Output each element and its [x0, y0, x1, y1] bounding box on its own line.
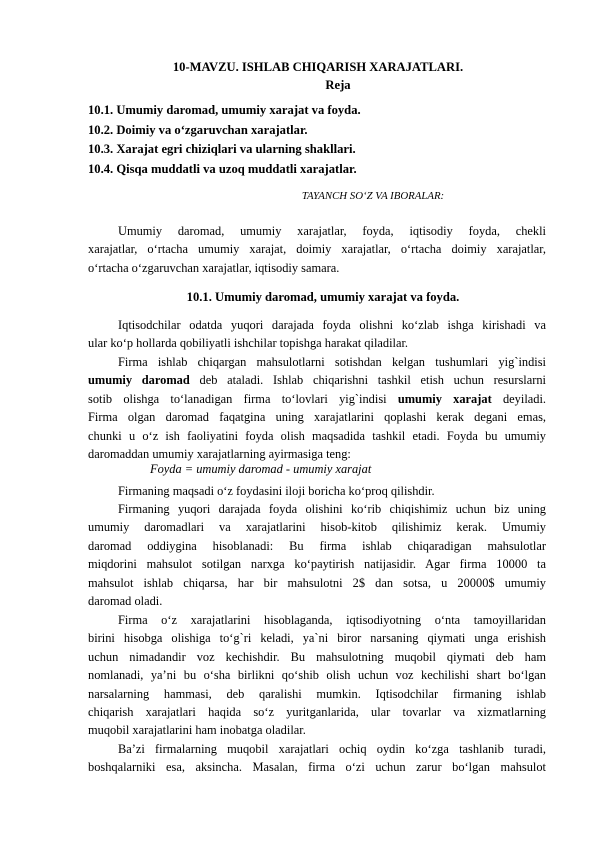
lecture-title: 10-MAVZU. ISHLAB CHIQARISH XARAJATLARI.: [172, 60, 464, 74]
text-line: narsalarning hammasi, deb qaralishi mumkin. Iqtisodchilar firmaning ishlab: [88, 686, 546, 701]
plan-list: [88, 101, 361, 179]
text-line: muqobil xarajatlarini ham inobatga oladilar.: [88, 723, 306, 738]
text-line: daromad oladi.: [88, 594, 163, 609]
text-line: o‘rtacha o‘zgaruvchan xarajatlar, iqtisodiy samara.: [88, 260, 340, 275]
text-line: chiqarish xarajatlari haqida so‘z yuritganlarida, ular tovarlar va xizmatlarning: [88, 705, 546, 720]
text-line: boshqalarniki esa, aksincha. Masalan, firma o‘zi uchun zarur bo‘lgan mahsulot: [88, 760, 546, 775]
term-total-revenue: umumiy daromad: [88, 373, 190, 388]
text-line: daromaddan umumiy xarajatlarning ayirmasiga teng:: [88, 447, 351, 462]
text-line: nomlanadi, ya’ni bu o‘sha birlikni qo‘shib olish uchun voz kechilishi shart bo‘lgan: [88, 668, 546, 683]
text-line: sotib olishga to‘lanadigan firma to‘lovlari yig`indisi umumiy xarajat deyiladi.: [88, 391, 546, 406]
plan-item: 10.3. Xarajat egri chiziqlari va ularning shakllari.: [88, 142, 356, 156]
paragraph-4: [88, 500, 546, 610]
text-line: birini hisobga olishiga to‘g`ri keladi, ya`ni biror narsaning qiymati unga erishish: [88, 631, 546, 646]
text-line: mahsulot ishlab chiqarsa, har bir mahsulotni 2$ dan sotsa, u 20000$ umumiy: [88, 575, 546, 590]
plan-item: 10.1. Umumiy daromad, umumiy xarajat va foyda.: [88, 103, 361, 117]
text-line: miqdorini mahsulot sotilgan narxga ko‘paytirish natijasidir. Agar firma 10000 ta: [88, 557, 546, 572]
plan-item: 10.4. Qisqa muddatli va uzoq muddatli xarajatlar.: [88, 161, 357, 176]
text-line: umumiy daromad deb ataladi. Ishlab chiqarishni tashkil etish uchun resurslarni: [88, 373, 546, 388]
text-line: daromad oddiygina hisoblanadi: Bu firma ishlab chiqaradigan mahsulotlar: [88, 538, 546, 553]
paragraph-6: [88, 740, 546, 777]
text-line: chunki u o‘z ish faoliyatini foyda olish maqsadida tashkil etadi. Foyda bu umumiy: [88, 428, 546, 443]
paragraph-1: [88, 316, 546, 353]
text-line: xarajatlar, o‘rtacha umumiy xarajat, doimiy xarajatlar, o‘rtacha doimiy xarajatlar,: [88, 242, 546, 257]
text-line: Firmaning maqsadi o‘z foydasini iloji boricha ko‘proq qilishdir.: [118, 484, 435, 498]
term-total-cost: umumiy xarajat: [397, 391, 492, 406]
text-line: Firma ishlab chiqargan mahsulotlarni sotishdan kelgan tushumlari yig`indisi: [118, 355, 546, 369]
text-line: Firma o‘z xarajatlarini hisoblaganda, iqtisodiyotning o‘nta tamoyillaridan: [118, 613, 546, 627]
text-line: umumiy daromadlari va xarajatlarini hisob-kitob qilishimiz kerak. Umumiy: [88, 520, 546, 535]
text-line: Firma olgan daromad faqatgina uning xarajatlarini qoplashi kerak degani emas,: [88, 410, 546, 425]
paragraph-3: [88, 482, 546, 500]
text-line: Iqtisodchilar odatda yuqori darajada foyda olishni ko‘zlab ishga kirishadi va: [118, 318, 546, 332]
keywords-paragraph: [88, 222, 546, 277]
section-heading: 10.1. Umumiy daromad, umumiy xarajat va foyda.: [186, 290, 460, 304]
profit-formula: Foyda = umumiy daromad - umumiy xarajat: [150, 462, 372, 476]
text-line: Umumiy daromad, umumiy xarajatlar, foyda, iqtisodiy foyda, chekli: [118, 224, 546, 238]
text-line: ular ko‘p hollarda qobiliyatli ishchilar topishga harakat qiladilar.: [88, 336, 409, 351]
plan-heading: Reja: [325, 78, 351, 92]
text-line: Firmaning yuqori darajada foyda olishini ko‘rib chiqishimiz uchun biz uning: [118, 502, 546, 516]
paragraph-2: [88, 353, 546, 463]
paragraph-5: [88, 611, 546, 740]
keywords-heading: TAYANCH SO‘Z VA IBORALAR:: [301, 190, 445, 202]
text-line: uchun nimadandir voz kechishdir. Bu mahsulotning muqobil qiymati deb ham: [88, 649, 546, 664]
text-line: Ba’zi firmalarning muqobil xarajatlari ochiq oydin ko‘zga tashlanib turadi,: [118, 742, 546, 756]
plan-item: 10.2. Doimiy va o‘zgaruvchan xarajatlar.: [88, 122, 308, 137]
